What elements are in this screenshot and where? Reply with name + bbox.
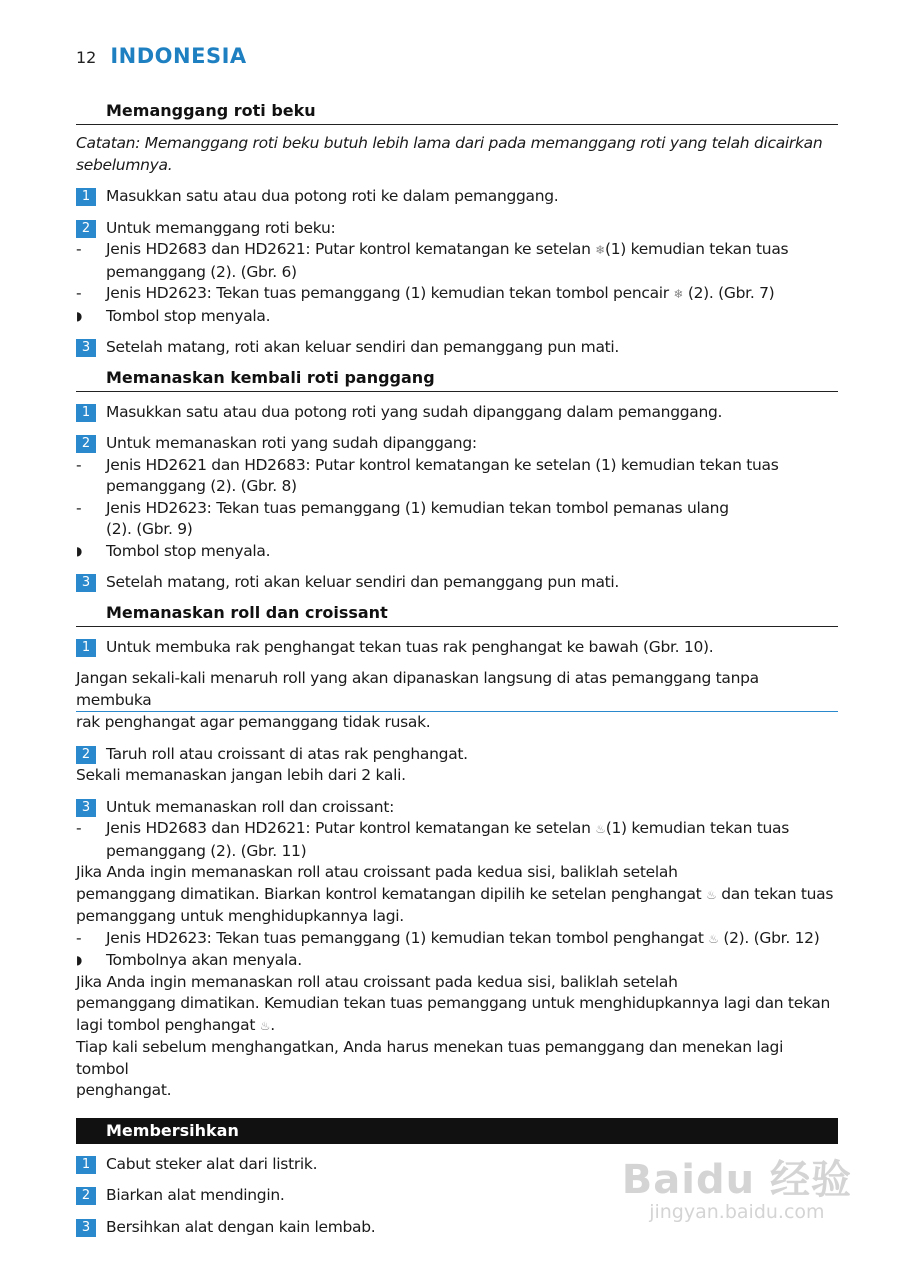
- warm-icon: ♨: [259, 1018, 271, 1033]
- dash-item: [76, 498, 838, 541]
- step-number: 2: [76, 1187, 96, 1205]
- bullet-text: Tombol stop menyala.: [106, 306, 271, 325]
- dash-mark: -: [76, 284, 82, 302]
- bullet-text: Tombol stop menyala.: [106, 541, 271, 560]
- step-1: [76, 637, 838, 659]
- step-2: [76, 433, 838, 455]
- body-text: pemanggang dimatikan. Biarkan kontrol kematangan dipilih ke setelan penghangat ♨ dan tekan tuas: [76, 884, 838, 907]
- step-3: [76, 572, 838, 594]
- section-title-reheat: Memanaskan kembali roti panggang: [76, 367, 838, 392]
- step-2: [76, 218, 838, 240]
- dash-text: Jenis HD2623: Tekan tuas pemanggang (1) kemudian tekan tombol pencair: [106, 284, 674, 302]
- warm-icon: ♨: [708, 931, 719, 946]
- step-text: Setelah matang, roti akan keluar sendiri dan pemanggang pun mati.: [106, 338, 620, 356]
- body-text: lagi tombol penghangat ♨.: [76, 1015, 838, 1038]
- step-number: 1: [76, 1156, 96, 1174]
- step-number: 3: [76, 574, 96, 592]
- bullet-mark: ◗: [76, 953, 83, 967]
- step-number: 1: [76, 188, 96, 206]
- step-text: Untuk memanaskan roti yang sudah dipanggang:: [106, 434, 477, 452]
- dash-text: (2). (Gbr. 12): [718, 928, 820, 947]
- defrost-icon: ❄: [673, 287, 684, 301]
- body-text: Jika Anda ingin memanaskan roll atau croissant pada kedua sisi, baliklah setelah: [76, 863, 678, 881]
- warning-line: Jangan sekali-kali menaruh roll yang akan dipanaskan langsung di atas pemanggang tanpa membuka: [76, 669, 759, 709]
- dash-mark: -: [76, 928, 82, 947]
- dash-item: [76, 239, 838, 283]
- step-text: Bersihkan alat dengan kain lembab.: [106, 1217, 376, 1236]
- step-text: Untuk memanaskan roll dan croissant:: [106, 797, 395, 816]
- dash-text: pemanggang (2). (Gbr. 8): [106, 477, 297, 495]
- step-text: Biarkan alat mendingin.: [106, 1186, 285, 1204]
- dash-mark: -: [76, 240, 82, 258]
- dash-mark: -: [76, 498, 82, 517]
- bullet-item: [76, 950, 838, 972]
- section-title-cleaning: Membersihkan: [76, 1118, 838, 1144]
- dash-text: (1) kemudian tekan tuas: [605, 819, 790, 837]
- dash-text: Jenis HD2623: Tekan tuas pemanggang (1) kemudian tekan tombol penghangat: [106, 928, 709, 947]
- bullet-mark: ◗: [76, 308, 83, 323]
- dash-text: Jenis HD2683 dan HD2621: Putar kontrol kematangan ke setelan: [106, 819, 596, 837]
- dash-text: Jenis HD2623: Tekan tuas pemanggang (1) kemudian tekan tombol pemanas ulang: [106, 498, 729, 517]
- dash-text: Jenis HD2683 dan HD2621: Putar kontrol kematangan ke setelan: [106, 240, 596, 258]
- section-title-frozen-bread: Memanggang roti beku: [76, 100, 838, 125]
- warm-icon: ♨: [595, 822, 606, 836]
- warm-icon: ♨: [706, 887, 717, 902]
- body-text: Tiap kali sebelum menghangatkan, Anda harus menekan tuas pemanggang dan menekan lagi tombol: [76, 1038, 784, 1078]
- body-text: penghangat.: [76, 1081, 172, 1099]
- step-text: Untuk membuka rak penghangat tekan tuas rak penghangat ke bawah (Gbr. 10).: [106, 637, 714, 656]
- body-text: Jika Anda ingin memanaskan roll atau croissant pada kedua sisi, baliklah setelah: [76, 972, 678, 991]
- step-number: 3: [76, 799, 96, 817]
- dash-text: Jenis HD2621 dan HD2683: Putar kontrol kematangan ke setelan (1) kemudian tekan tuas: [106, 455, 779, 474]
- dash-text: pemanggang (2). (Gbr. 6): [106, 262, 297, 281]
- dash-item: [76, 455, 838, 498]
- step-note: Sekali memanaskan jangan lebih dari 2 kali.: [76, 766, 406, 784]
- page-number: 12: [76, 48, 97, 67]
- dash-text: (2). (Gbr. 7): [683, 284, 775, 302]
- section-title-rolls-croissants: Memanaskan roll dan croissant: [76, 602, 838, 627]
- step-3: [76, 337, 838, 359]
- step-number: 3: [76, 1219, 96, 1237]
- dash-text: (2). (Gbr. 9): [106, 520, 193, 538]
- watermark-logo: Baidu 经验: [621, 1157, 852, 1203]
- warning-text: [76, 712, 838, 734]
- bullet-item: [76, 306, 838, 328]
- step-3: [76, 797, 838, 819]
- dash-item: [76, 283, 838, 306]
- step-number: 2: [76, 746, 96, 764]
- step-2: [76, 744, 838, 766]
- step-number: 3: [76, 339, 96, 357]
- step-text: Masukkan satu atau dua potong roti ke dalam pemanggang.: [106, 187, 559, 205]
- step-text: Masukkan satu atau dua potong roti yang sudah dipanggang dalam pemanggang.: [106, 402, 723, 421]
- bullet-item: [76, 541, 838, 563]
- step-number: 1: [76, 404, 96, 422]
- dash-item: [76, 928, 838, 951]
- bullet-text: Tombolnya akan menyala.: [106, 951, 302, 969]
- defrost-icon: ❄: [595, 243, 605, 257]
- note-text: Catatan: Memanggang roti beku butuh lebih lama dari pada memanggang roti yang telah dicairkan sebelumnya.: [76, 134, 823, 174]
- baidu-watermark: [622, 1148, 852, 1223]
- dash-text: pemanggang (2). (Gbr. 11): [106, 841, 307, 860]
- step-number: 1: [76, 639, 96, 657]
- dash-mark: -: [76, 819, 82, 837]
- step-number: 2: [76, 220, 96, 238]
- dash-text: (1) kemudian tekan tuas: [605, 240, 789, 258]
- warning-line: rak penghangat agar pemanggang tidak rusak.: [76, 713, 431, 731]
- step-1: [76, 186, 838, 208]
- step-text: Setelah matang, roti akan keluar sendiri dan pemanggang pun mati.: [106, 573, 620, 591]
- watermark-url: jingyan.baidu.com: [649, 1201, 825, 1223]
- body-text: pemanggang untuk menghidupkannya lagi.: [76, 907, 404, 925]
- language-title: INDONESIA: [110, 44, 247, 68]
- step-1: [76, 402, 838, 424]
- step-text: Untuk memanggang roti beku:: [106, 218, 336, 237]
- step-text: Taruh roll atau croissant di atas rak penghangat.: [106, 744, 468, 763]
- dash-mark: -: [76, 455, 82, 474]
- warning-text: [76, 668, 838, 712]
- dash-item: [76, 818, 838, 862]
- content: [76, 100, 838, 1238]
- body-text: pemanggang dimatikan. Kemudian tekan tuas pemanggang untuk menghidupkannya lagi dan tekan: [76, 994, 831, 1012]
- bullet-mark: ◗: [76, 543, 83, 558]
- step-number: 2: [76, 435, 96, 453]
- step-text: Cabut steker alat dari listrik.: [106, 1154, 318, 1173]
- page-header: [76, 44, 247, 68]
